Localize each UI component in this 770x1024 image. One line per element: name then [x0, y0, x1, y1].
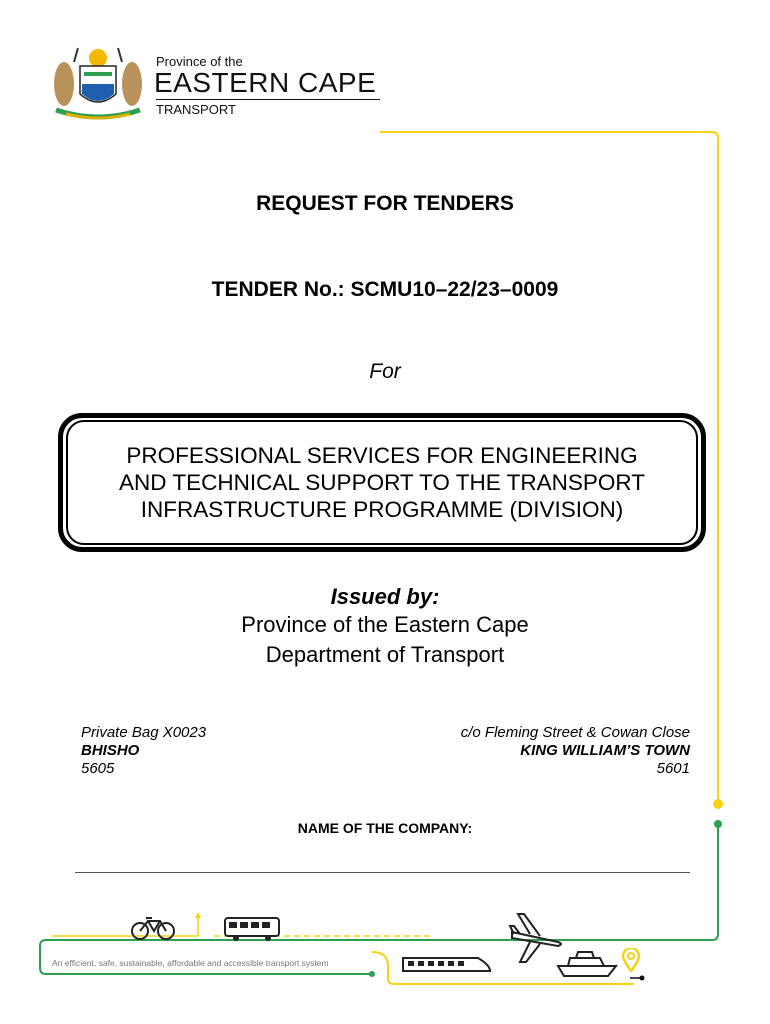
postal-line: Private Bag X0023 [81, 724, 207, 741]
coat-of-arms-icon [44, 44, 152, 124]
train-icon [402, 955, 492, 975]
postal-code: 5605 [81, 760, 115, 777]
province-name: EASTERN CAPE [154, 67, 377, 98]
location-pin-icon [622, 948, 640, 972]
issued-by-label: Issued by: [330, 584, 440, 609]
company-name-line [75, 872, 690, 873]
department-label: TRANSPORT [156, 102, 236, 117]
tender-number: TENDER No.: SCMU10–22/23–0009 [211, 278, 559, 301]
province-label: Province of the [156, 54, 243, 69]
street-line: c/o Fleming Street & Cowan Close [460, 724, 690, 741]
company-name-label: NAME OF THE COMPANY: [297, 820, 473, 836]
bicycle-icon [130, 915, 176, 941]
street-address [461, 724, 690, 778]
for-label: For [369, 360, 401, 383]
project-title-box [66, 420, 698, 545]
postal-city: BHISHO [81, 742, 140, 759]
street-city: KING WILLIAM’S TOWN [520, 742, 690, 759]
postal-address [81, 724, 206, 778]
project-title-line: PROFESSIONAL SERVICES FOR ENGINEERING [126, 443, 638, 468]
project-title-line: INFRASTRUCTURE PROGRAMME (DIVISION) [140, 497, 624, 522]
issuer-province: Province of the Eastern Cape [241, 612, 529, 637]
project-title-line: AND TECHNICAL SUPPORT TO THE TRANSPORT [119, 470, 645, 495]
ship-icon [556, 950, 618, 978]
street-code: 5601 [656, 760, 690, 777]
header-divider [156, 99, 380, 100]
bus-icon [224, 916, 280, 942]
footer-slogan: An efficient, safe, sustainable, affordable and accessible transport system [52, 958, 329, 968]
issuer-department: Department of Transport [265, 642, 505, 667]
document-title: REQUEST FOR TENDERS [256, 192, 514, 215]
